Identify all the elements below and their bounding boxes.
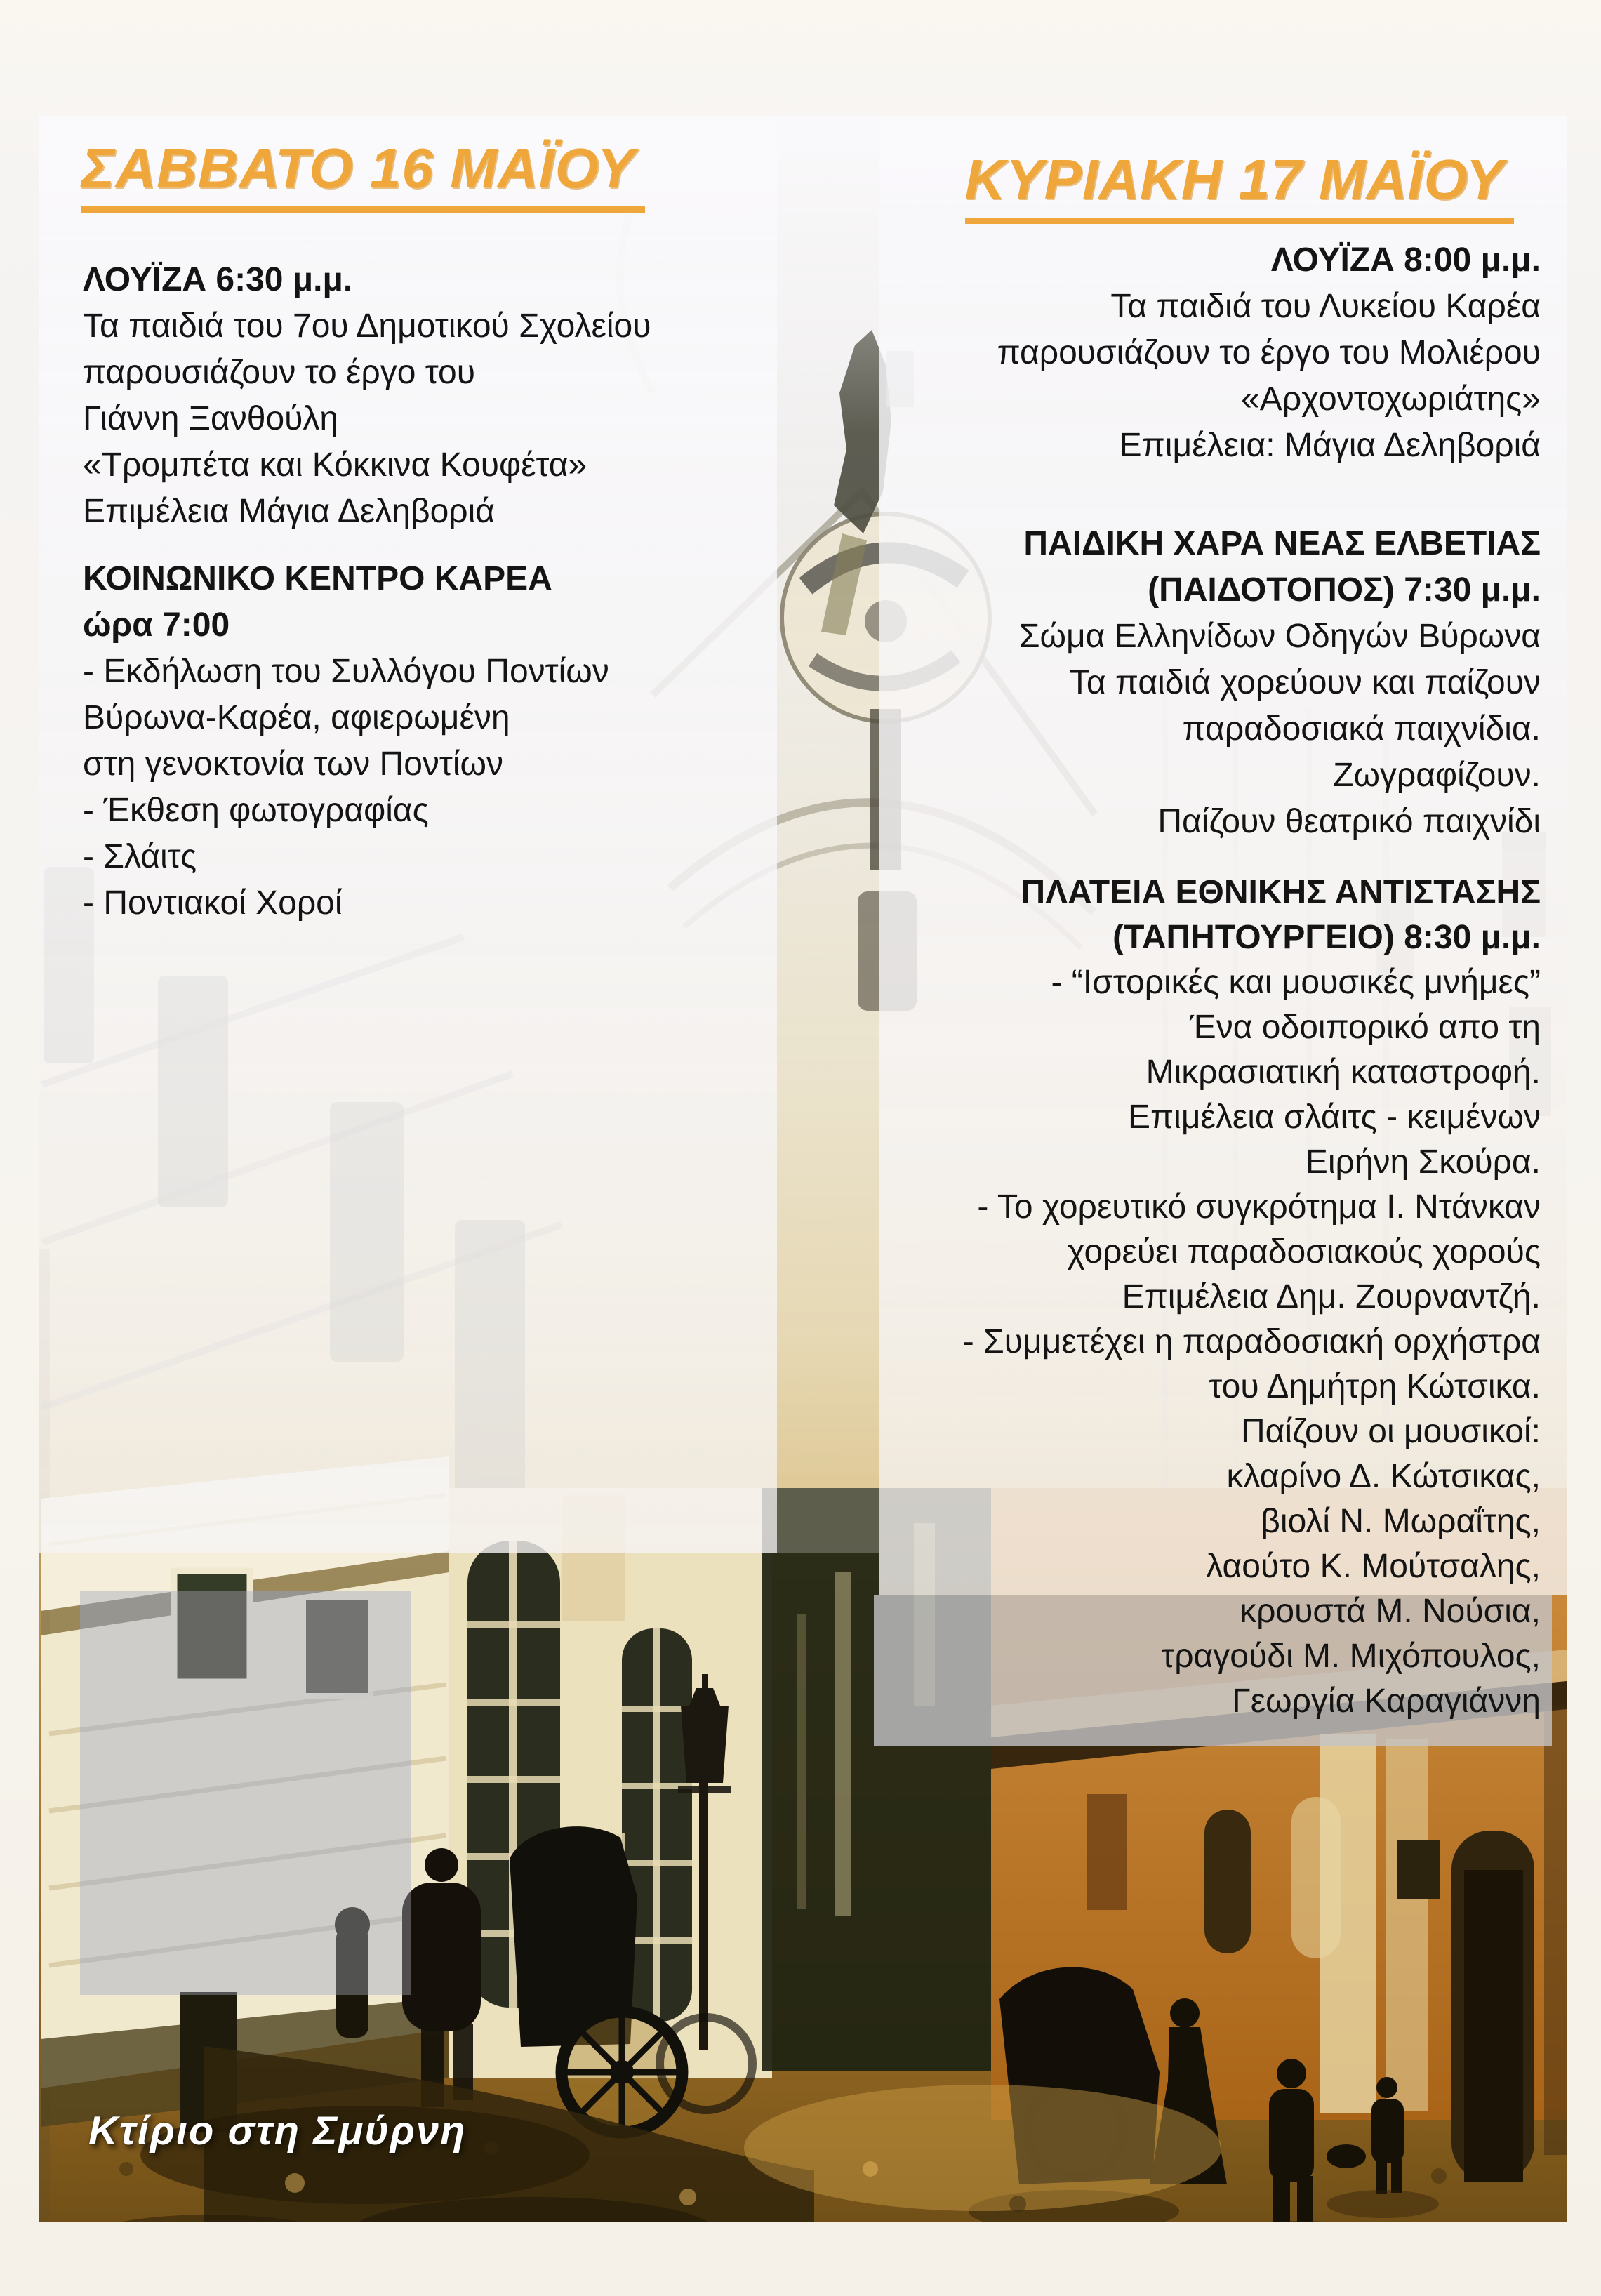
event-time: (ΤΑΠΗΤΟΥΡΓΕΙΟ) 8:30 μ.μ. [1112, 919, 1541, 956]
event-section-louiza-sun [733, 237, 1541, 469]
text-line: - Έκθεση φωτογραφίας [83, 792, 429, 829]
text-line: - Εκδήλωση του Συλλόγου Ποντίων [83, 653, 609, 690]
text-line: Σώμα Ελληνίδων Οδηγών Βύρωνα [1018, 618, 1541, 655]
text-line: τραγούδι Μ. Μιχόπουλος, [1161, 1638, 1541, 1675]
event-title: ΛΟΥΪΖΑ 8:00 μ.μ. [1270, 241, 1541, 279]
event-title: ΛΟΥΪΖΑ 6:30 μ.μ. [83, 261, 353, 298]
text-line: κλαρίνο Δ. Κώτσικας, [1226, 1458, 1541, 1495]
event-title: ΠΑΙΔΙΚΗ ΧΑΡΑ ΝΕΑΣ ΕΛΒΕΤΙΑΣ [1023, 525, 1541, 562]
text-line: «Τρομπέτα και Κόκκινα Κουφέτα» [83, 446, 587, 484]
text-line: Παίζουν οι μουσικοί: [1240, 1413, 1541, 1450]
day-header-saturday: ΣΑΒΒΑΤΟ 16 ΜΑΪΟΥ [81, 140, 645, 213]
event-section-louiza-sat [83, 257, 785, 535]
arched-window [1204, 1810, 1251, 1953]
text-line: χορεύει παραδοσιακούς χορούς [1067, 1233, 1541, 1270]
event-time: (ΠΑΙΔΟΤΟΠΟΣ) 7:30 μ.μ. [1148, 571, 1541, 609]
text-line: - Σλάιτς [83, 838, 197, 875]
text-line: κρουστά Μ. Νούσια, [1240, 1593, 1541, 1630]
text-line: - Το χορευτικό συγκρότημα Ι. Ντάνκαν [977, 1188, 1541, 1226]
text-line: Γιάννη Ξανθούλη [83, 400, 339, 437]
gray-patch-left [80, 1591, 411, 1995]
text-line: Επιμέλεια σλάιτς - κειμένων [1128, 1099, 1541, 1136]
text-line: βιολί Ν. Μωραΐτης, [1261, 1503, 1541, 1540]
text-line: Ζωγραφίζουν. [1333, 757, 1541, 794]
text-line: του Δημήτρη Κώτσικα. [1209, 1368, 1541, 1405]
text-line: παρουσιάζουν το έργο του Μολιέρου [997, 334, 1541, 371]
text-line: Επιμέλεια: Μάγια Δεληβοριά [1119, 427, 1541, 464]
text-line: Βύρωνα-Καρέα, αφιερωμένη [83, 699, 510, 736]
text-line: «Αρχοντοχωριάτης» [1241, 380, 1541, 418]
event-section-plateia [733, 870, 1541, 1724]
event-title: ΚΟΙΝΩΝΙΚΟ ΚΕΝΤΡΟ ΚΑΡΕΑ [83, 560, 552, 597]
text-line: Ένα οδοιπορικό απο τη [1190, 1009, 1541, 1046]
event-section-koinoniko-kentro [83, 556, 785, 927]
small-window [1397, 1840, 1440, 1899]
text-line: στη γενοκτονία των Ποντίων [83, 745, 503, 783]
text-line: Τα παιδιά του 7ου Δημοτικού Σχολείου [83, 307, 651, 345]
text-line: Ειρήνη Σκούρα. [1305, 1143, 1541, 1181]
text-line: Γεωργία Καραγιάννη [1232, 1683, 1541, 1720]
event-title: ΠΛΑΤΕΙΑ ΕΘΝΙΚΗΣ ΑΝΤΙΣΤΑΣΗΣ [1021, 874, 1541, 911]
text-line: παραδοσιακά παιχνίδια. [1182, 710, 1541, 748]
text-line: Επιμέλεια Δημ. Ζουρναντζή. [1122, 1278, 1541, 1315]
text-line: - Συμμετέχει η παραδοσιακή ορχήστρα [962, 1323, 1541, 1360]
text-line: Επιμέλεια Μάγια Δεληβοριά [83, 493, 496, 530]
event-time: ώρα 7:00 [83, 606, 230, 644]
text-line: Τα παιδιά χορεύουν και παίζουν [1069, 664, 1541, 701]
text-line: Μικρασιατική καταστροφή. [1145, 1054, 1541, 1091]
text-line: - Ποντιακοί Χοροί [83, 884, 343, 922]
day-header-sunday: ΚΥΡΙΑΚΗ 17 ΜΑΪΟΥ [965, 152, 1515, 224]
event-section-paidiki-xara [733, 521, 1541, 845]
text-line: λαούτο Κ. Μούτσαλης, [1206, 1548, 1541, 1585]
text-line: Παίζουν θεατρικό παιχνίδι [1157, 803, 1541, 840]
text-line: - “Ιστορικές και μουσικές μνήμες” [1051, 964, 1541, 1001]
text-line: Τα παιδιά του Λυκείου Καρέα [1110, 288, 1541, 325]
photo-caption: Κτίριο στη Σμύρνη [88, 2108, 467, 2154]
text-line: παρουσιάζουν το έργο του [83, 354, 475, 391]
